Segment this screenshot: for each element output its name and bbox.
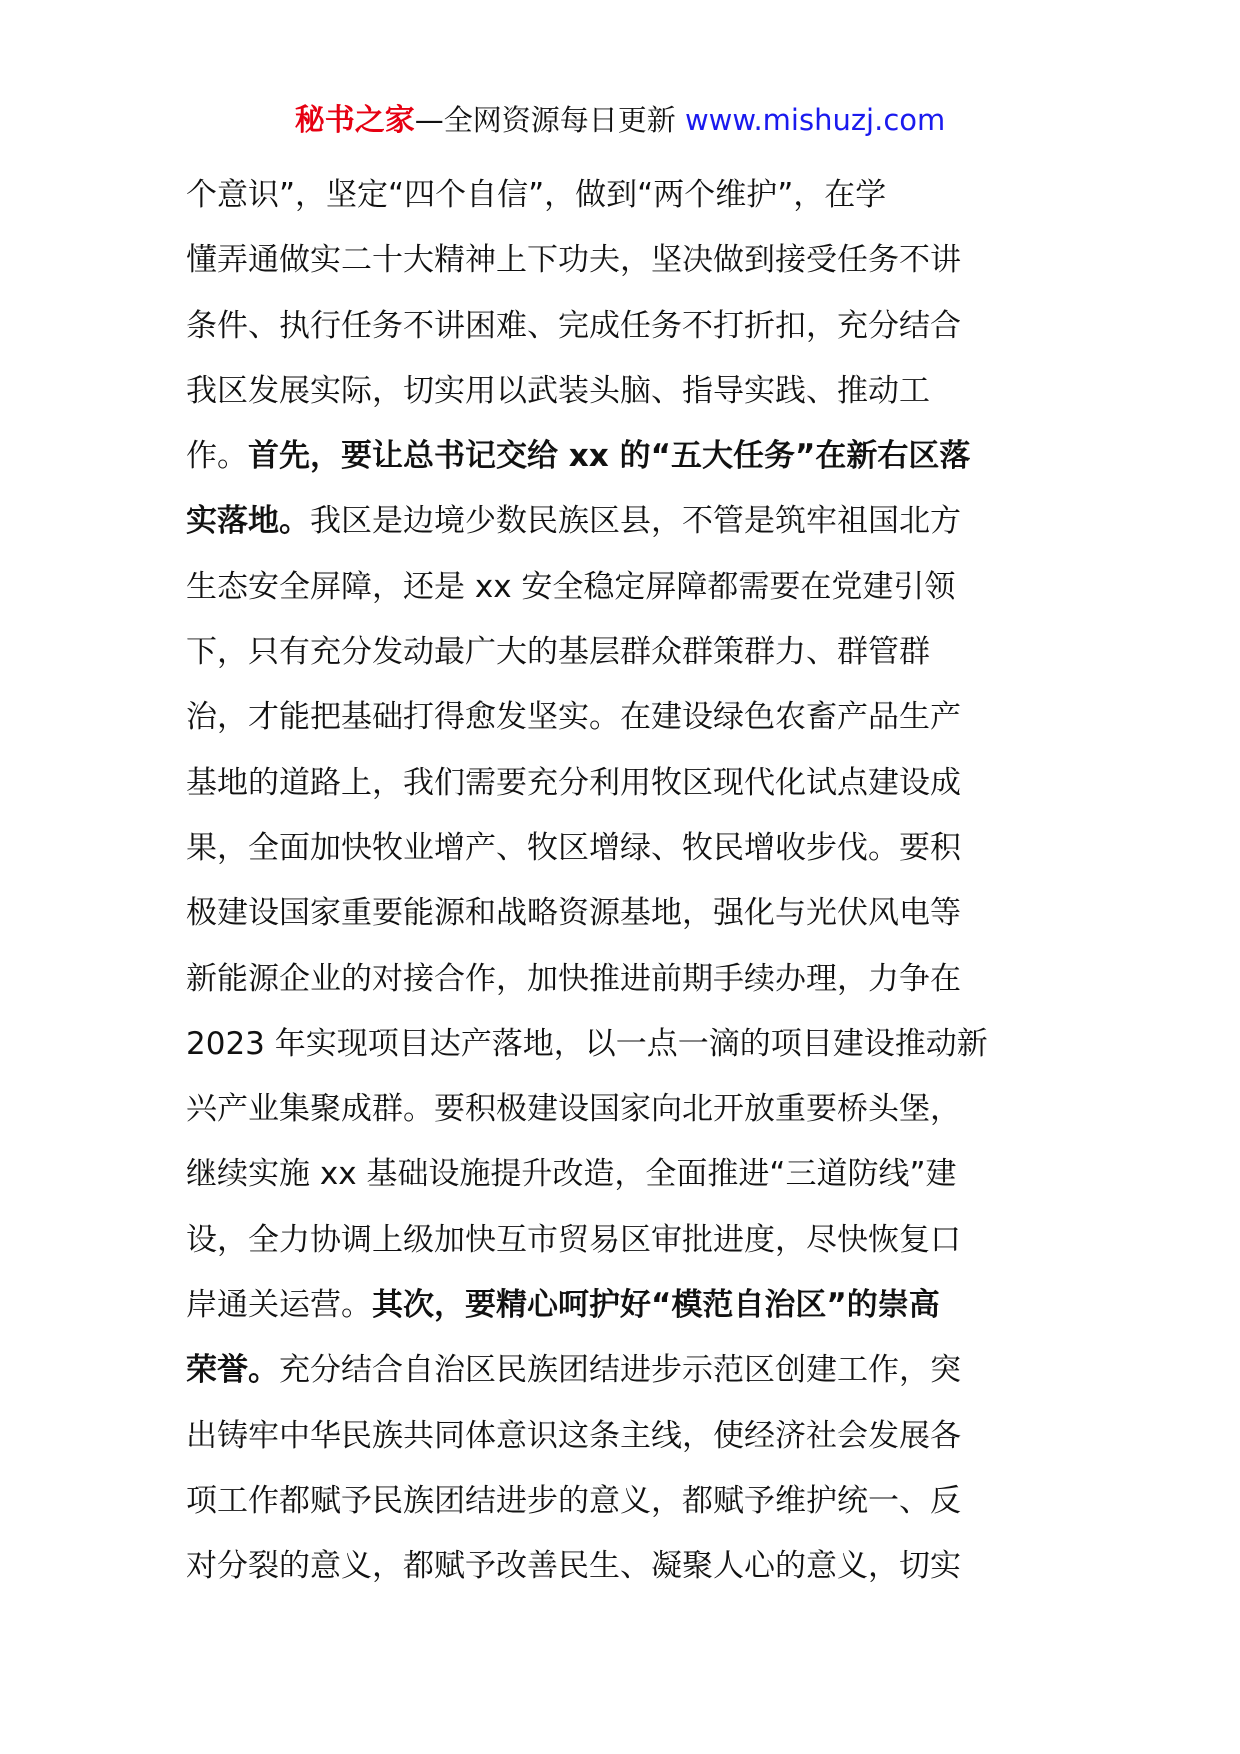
text-line (186, 555, 1056, 620)
paragraph-text: 下，只有充分发动最广大的基层群众群策群力、群管群 (186, 634, 930, 671)
document-body (186, 163, 1056, 1600)
text-line (186, 751, 1056, 816)
text-line (186, 1077, 1056, 1142)
paragraph-text: 治，才能把基础打得愈发坚实。在建设绿色农畜产品生产 (186, 699, 961, 736)
paragraph-text: 个意识”，坚定“四个自信”，做到“两个维护”，在学 (186, 177, 887, 213)
text-line (186, 1208, 1056, 1273)
paragraph-text: 继续实施 xx 基础设施提升改造，全面推进“三道防线”建 (186, 1156, 957, 1193)
text-line (186, 816, 1056, 881)
paragraph-text: 充分结合自治区民族团结进步示范区创建工作，突 (279, 1352, 961, 1389)
text-line (186, 1142, 1056, 1207)
text-line (186, 685, 1056, 750)
page-header (0, 100, 1240, 141)
text-line (186, 881, 1056, 946)
paragraph-text: 兴产业集聚成群。要积极建设国家向北开放重要桥头堡， (186, 1091, 961, 1128)
text-line (186, 1469, 1056, 1534)
text-line (186, 620, 1056, 685)
paragraph-text: 岸通关运营。 (186, 1287, 372, 1324)
text-line (186, 1012, 1056, 1077)
text-line (186, 359, 1056, 424)
paragraph-text: 我区发展实际，切实用以武装头脑、指导实践、推动工 (186, 372, 930, 409)
paragraph-text: 出铸牢中华民族共同体意识这条主线，使经济社会发展各 (186, 1417, 961, 1454)
header-tagline: —全网资源每日更新 (414, 103, 676, 137)
text-line (186, 228, 1056, 293)
text-line (186, 163, 1056, 228)
bold-heading-text: 其次，要精心呵护好“模范自治区”的崇高 (372, 1287, 940, 1324)
paragraph-text: 懂弄通做实二十大精神上下功夫，坚决做到接受任务不讲 (186, 242, 961, 279)
bold-heading-text: 实落地。 (186, 503, 310, 540)
text-line (186, 1534, 1056, 1599)
text-line (186, 489, 1056, 554)
paragraph-text: 设，全力协调上级加快互市贸易区审批进度，尽快恢复口 (186, 1221, 961, 1258)
paragraph-text: 我区是边境少数民族区县，不管是筑牢祖国北方 (310, 503, 961, 540)
paragraph-text: 基地的道路上，我们需要充分利用牧区现代化试点建设成 (186, 764, 961, 801)
paragraph-text: 对分裂的意义，都赋予改善民生、凝聚人心的意义，切实 (186, 1548, 961, 1585)
text-line (186, 1338, 1056, 1403)
paragraph-text: 2023 年实现项目达产落地，以一点一滴的项目建设推动新 (186, 1025, 988, 1062)
text-line (186, 424, 1056, 489)
text-line (186, 1404, 1056, 1469)
bold-heading-text: 荣誉。 (186, 1352, 279, 1389)
paragraph-text: 极建设国家重要能源和战略资源基地，强化与光伏风电等 (186, 895, 961, 932)
text-line (186, 294, 1056, 359)
text-line (186, 1273, 1056, 1338)
paragraph-text: 果，全面加快牧业增产、牧区增绿、牧民增收步伐。要积 (186, 829, 961, 866)
bold-heading-text: 首先，要让总书记交给 xx 的“五大任务”在新右区落 (248, 438, 971, 475)
paragraph-text: 项工作都赋予民族团结进步的意义，都赋予维护统一、反 (186, 1482, 961, 1519)
paragraph-text: 条件、执行任务不讲困难、完成任务不打折扣，充分结合 (186, 307, 961, 344)
paragraph-text: 作。 (186, 438, 248, 475)
text-line (186, 947, 1056, 1012)
brand-name: 秘书之家 (294, 103, 415, 138)
paragraph-text: 新能源企业的对接合作，加快推进前期手续办理，力争在 (186, 960, 961, 997)
site-url[interactable]: www.mishuzj.com (684, 103, 946, 137)
paragraph-text: 生态安全屏障，还是 xx 安全稳定屏障都需要在党建引领 (186, 568, 956, 605)
